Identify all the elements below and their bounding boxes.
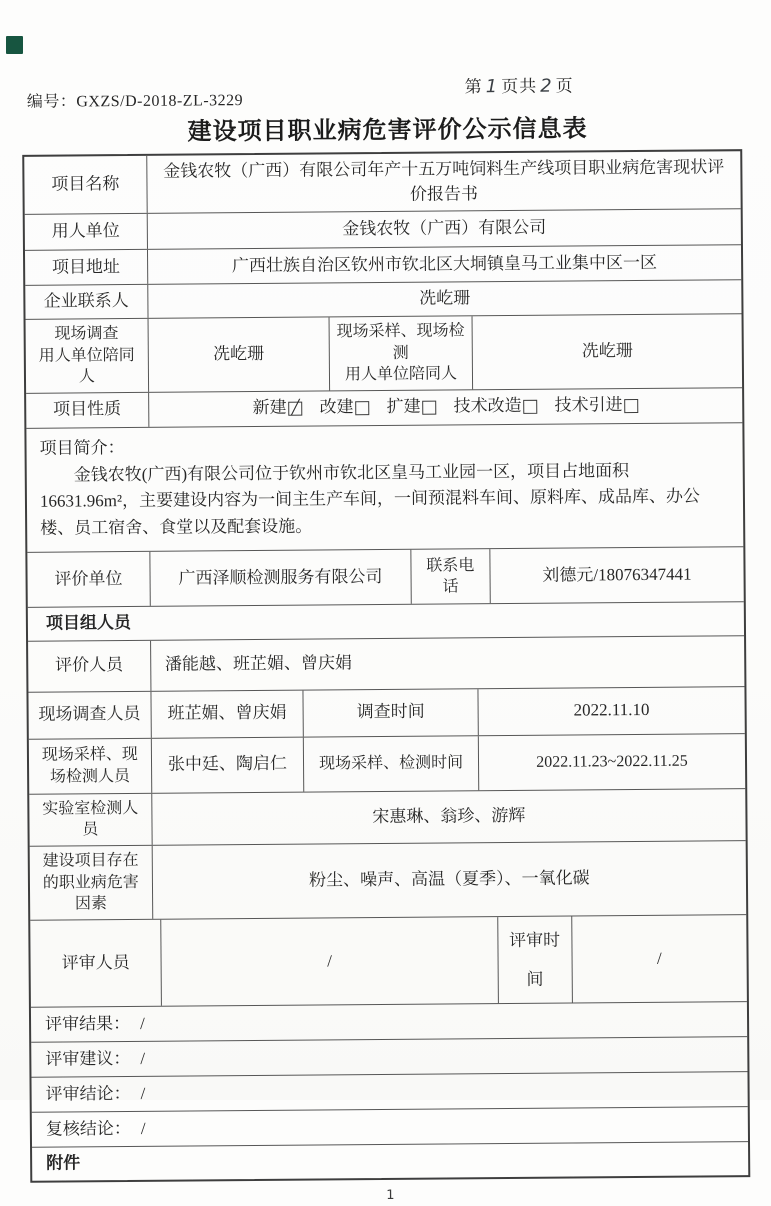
sampling-accompany-label bbox=[328, 316, 472, 390]
attachment-row bbox=[32, 1141, 748, 1180]
review-staff-row bbox=[30, 914, 747, 1007]
review-suggestion-line bbox=[45, 1047, 145, 1072]
checkbox-empty-icon bbox=[625, 399, 639, 413]
project-name-label: 项目名称 bbox=[51, 174, 120, 194]
site-survey-accompany-label-line1: 现场调查 bbox=[54, 325, 119, 343]
company-contact-label: 企业联系人 bbox=[43, 291, 129, 311]
project-intro-paragraph: 金钱农牧(广西)有限公司位于钦州市钦北区皇马工业园一区，项目占地面积 16631.96m²，主要建设内容为一间主生产车间，一间预混料车间、原料库、成品库、办公楼、员工宿舍、食堂以及配套设施。 bbox=[39, 460, 701, 538]
company-contact-row bbox=[25, 279, 741, 318]
team-header-row bbox=[28, 601, 744, 640]
hazards-label: 建设项目存在的职业病危害因素 bbox=[42, 851, 139, 913]
page-indicator-prefix: 第 bbox=[464, 77, 483, 97]
checkbox-empty-icon bbox=[356, 401, 370, 415]
option-reconstruction bbox=[319, 395, 369, 420]
project-nature-label: 项目性质 bbox=[53, 399, 122, 419]
recheck-conclusion-row bbox=[32, 1106, 748, 1147]
review-conclusion-cell bbox=[31, 1072, 747, 1112]
site-survey-accompany-value: 冼屹珊 bbox=[147, 317, 329, 391]
review-time-value: / bbox=[571, 915, 747, 1003]
review-conclusion-line bbox=[46, 1082, 146, 1107]
survey-time-value: 2022.11.10 bbox=[477, 687, 744, 735]
eval-staff-label: 评价人员 bbox=[55, 655, 124, 676]
review-suggestion-cell bbox=[31, 1037, 747, 1077]
accompany-row bbox=[26, 313, 743, 392]
hazards-row bbox=[30, 840, 747, 919]
survey-time-label: 调查时间 bbox=[303, 689, 478, 736]
review-suggestion-label: 评审建议： bbox=[45, 1048, 131, 1069]
option-expansion-label: 扩建 bbox=[386, 397, 421, 417]
page-indicator bbox=[465, 72, 574, 98]
sampling-staff-label: 现场采样、现场检测人员 bbox=[41, 746, 138, 786]
page-total-handwritten: 2 bbox=[540, 75, 553, 97]
page-current-handwritten: 1 bbox=[485, 76, 499, 98]
site-survey-accompany-label-line2: 用人单位陪同人 bbox=[38, 346, 135, 386]
recheck-conclusion-cell bbox=[32, 1107, 748, 1147]
lab-staff-value: 宋惠琳、翁珍、游辉 bbox=[151, 789, 746, 845]
checkbox-empty-icon bbox=[524, 399, 538, 413]
option-new-construction-label: 新建 bbox=[252, 398, 287, 418]
project-intro-cell bbox=[26, 423, 743, 552]
recheck-conclusion-value: / bbox=[140, 1118, 146, 1138]
project-address-label: 项目地址 bbox=[51, 257, 121, 277]
evaluator-row bbox=[27, 546, 743, 607]
option-expansion bbox=[386, 395, 436, 420]
attachment-label: 附件 bbox=[46, 1153, 81, 1173]
form-table bbox=[22, 149, 750, 1182]
review-time-label: 评审时间 bbox=[497, 916, 571, 1003]
evaluator-value: 广西泽顺检测服务有限公司 bbox=[149, 550, 411, 606]
review-suggestion-row bbox=[31, 1036, 747, 1077]
review-suggestion-value: / bbox=[140, 1048, 146, 1068]
hazards-value: 粉尘、噪声、高温（夏季）、一氧化碳 bbox=[151, 841, 746, 918]
recheck-conclusion-line bbox=[46, 1117, 146, 1142]
survey-staff-row bbox=[28, 686, 744, 739]
project-address-value: 广西壮族自治区钦州市钦北区大垌镇皇马工业集中区一区 bbox=[147, 245, 742, 284]
eval-staff-row bbox=[28, 635, 744, 692]
option-reconstruction-label: 改建 bbox=[319, 397, 354, 417]
team-header-label: 项目组人员 bbox=[45, 613, 131, 633]
review-result-label: 评审结果： bbox=[44, 1013, 131, 1034]
lab-staff-row bbox=[29, 788, 745, 846]
document-number: 编号：GXZS/D-2018-ZL-3229 bbox=[26, 92, 244, 111]
sampling-accompany-label-line1: 现场采样、现场检测 bbox=[336, 322, 465, 362]
review-result-cell bbox=[31, 1002, 747, 1042]
employer-row bbox=[25, 208, 741, 250]
evaluator-phone-value: 刘德元/18076347441 bbox=[489, 547, 744, 603]
form-title: 建设项目职业病危害评价公示信息表 bbox=[187, 115, 588, 146]
review-staff-label: 评审人员 bbox=[61, 952, 130, 973]
review-conclusion-value: / bbox=[140, 1083, 146, 1103]
site-survey-accompany-label bbox=[26, 319, 148, 393]
document-header-line bbox=[26, 75, 768, 111]
footer-page-number: 1 bbox=[386, 1187, 395, 1203]
sampling-staff-row bbox=[29, 733, 745, 794]
evaluator-phone-label: 联系电话 bbox=[410, 549, 489, 604]
option-tech-import bbox=[554, 393, 638, 418]
employer-value: 金钱农牧（广西）有限公司 bbox=[146, 209, 741, 249]
project-intro-row bbox=[26, 422, 743, 552]
project-nature-row bbox=[26, 387, 742, 428]
review-conclusion-label: 评审结论： bbox=[45, 1083, 131, 1104]
sampling-accompany-label-line2: 用人单位陪同人 bbox=[344, 365, 457, 384]
company-contact-value: 冼屹珊 bbox=[147, 280, 742, 317]
review-conclusion-row bbox=[31, 1071, 747, 1112]
review-result-line bbox=[45, 1012, 145, 1037]
evaluator-label: 评价单位 bbox=[54, 568, 123, 589]
project-intro-label: 项目简介： bbox=[39, 437, 125, 458]
review-staff-value: / bbox=[161, 917, 498, 1006]
option-tech-transform-label: 技术改造 bbox=[453, 396, 522, 416]
lab-staff-label: 实验室检测人员 bbox=[42, 799, 139, 839]
project-nature-options bbox=[148, 388, 743, 427]
option-tech-import-label: 技术引进 bbox=[554, 395, 623, 416]
sampling-time-label: 现场采样、检测时间 bbox=[303, 736, 478, 791]
option-tech-transform bbox=[453, 394, 537, 419]
survey-staff-label: 现场调查人员 bbox=[38, 704, 141, 725]
checkbox-empty-icon bbox=[423, 400, 437, 414]
sampling-accompany-value: 冼屹珊 bbox=[472, 314, 742, 389]
review-result-row bbox=[31, 1001, 747, 1042]
project-name-value: 金钱农牧（广西）有限公司年产十五万吨饲料生产线项目职业病危害现状评价报告书 bbox=[146, 151, 741, 213]
eval-staff-value: 潘能越、班芷媚、曾庆娟 bbox=[150, 636, 745, 691]
project-name-row bbox=[24, 151, 740, 214]
project-address-row bbox=[25, 244, 741, 285]
page-indicator-middle: 页共 bbox=[501, 76, 538, 97]
checkbox-checked-icon: ╱ bbox=[289, 401, 303, 415]
checkbox-group bbox=[252, 393, 638, 421]
sampling-time-value: 2022.11.23~2022.11.25 bbox=[478, 734, 745, 790]
survey-staff-value: 班芷媚、曾庆娟 bbox=[150, 690, 303, 737]
sampling-staff-value: 张中廷、陶启仁 bbox=[151, 737, 304, 792]
recheck-conclusion-label: 复核结论： bbox=[45, 1118, 131, 1139]
review-result-value: / bbox=[139, 1013, 145, 1033]
option-new-construction bbox=[252, 396, 302, 421]
page-indicator-suffix: 页 bbox=[555, 76, 574, 96]
employer-label: 用人单位 bbox=[51, 221, 120, 242]
